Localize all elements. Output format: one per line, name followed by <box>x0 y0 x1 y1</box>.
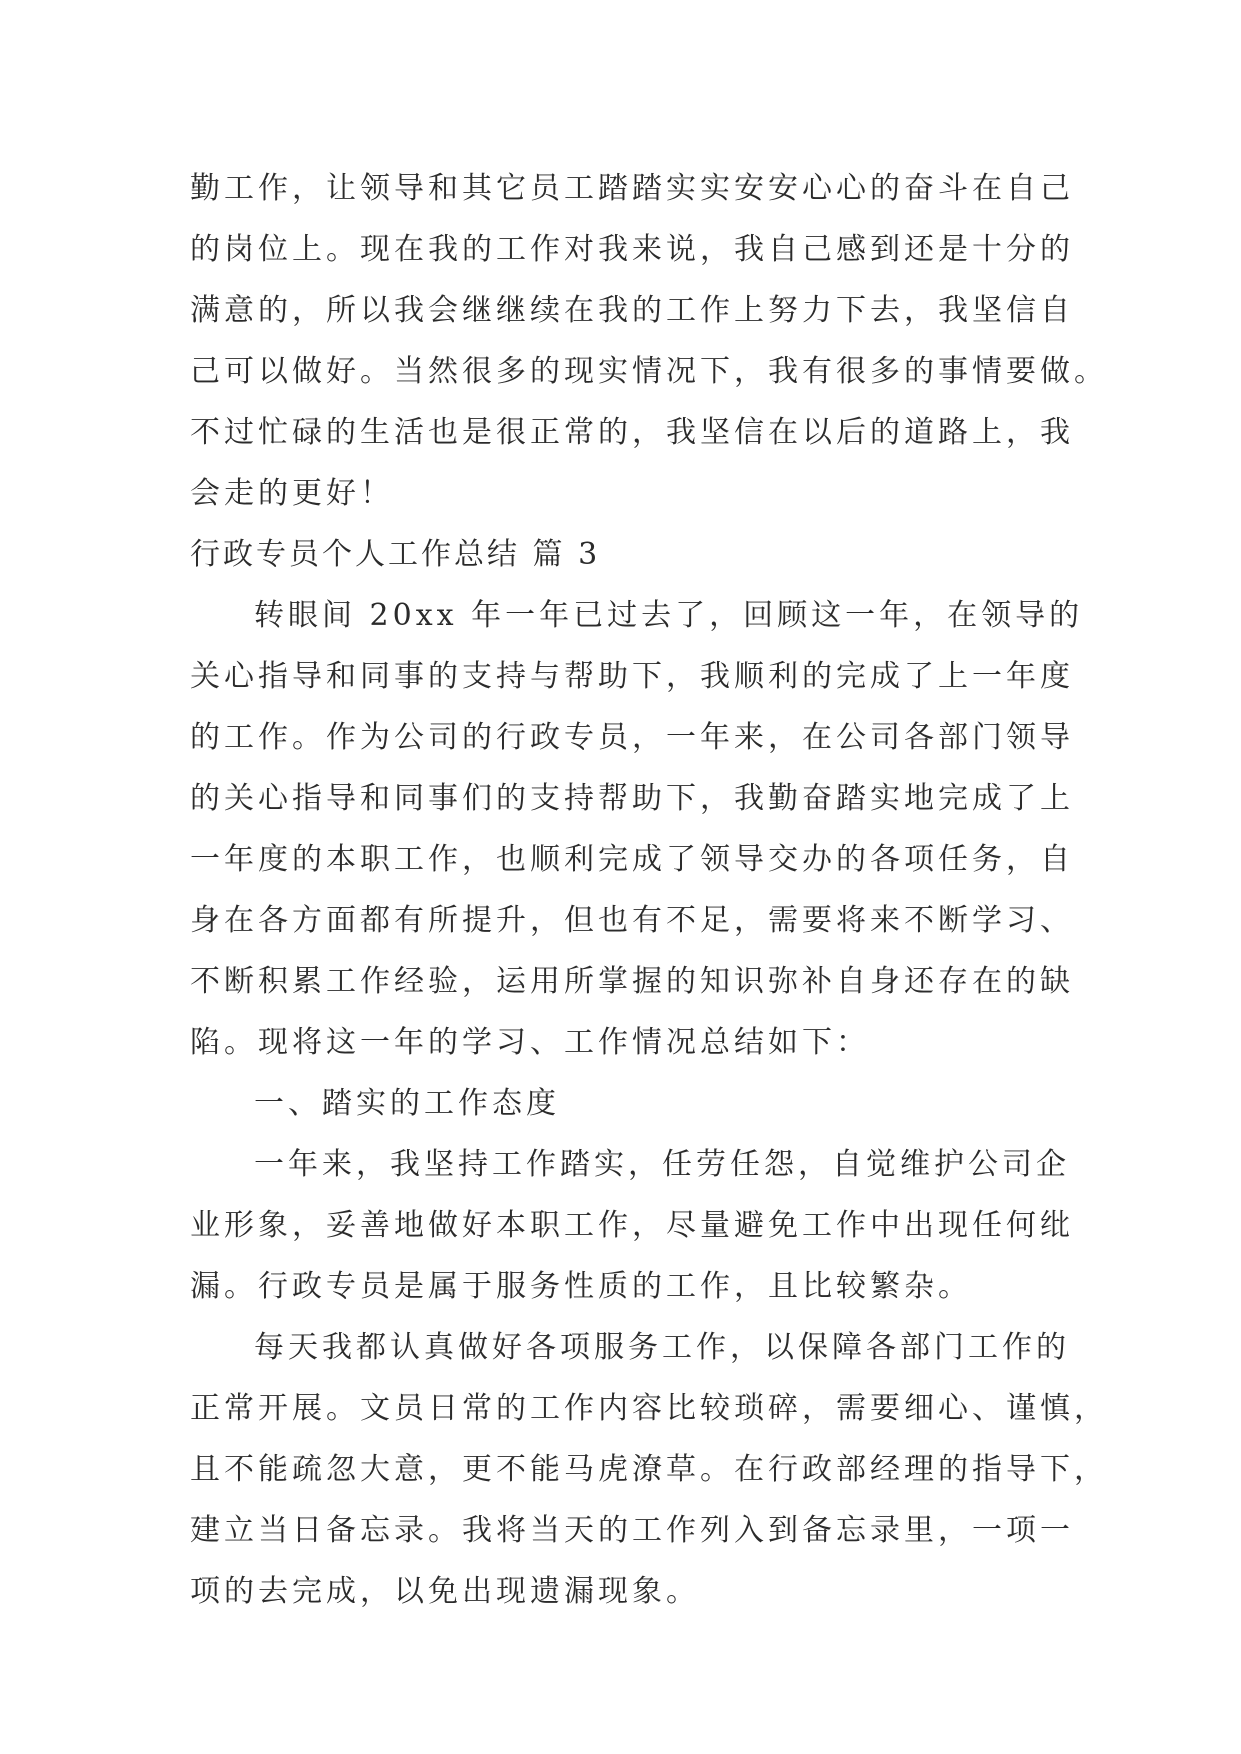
text-line: 且不能疏忽大意，更不能马虎潦草。在行政部经理的指导下， <box>190 1452 1108 1487</box>
subheading: 一、踏实的工作态度 <box>254 1086 560 1121</box>
text-line: 正常开展。文员日常的工作内容比较琐碎，需要细心、谨慎， <box>190 1391 1108 1426</box>
paragraph-first-line: 一年来，我坚持工作踏实，任劳任怨，自觉维护公司企 <box>254 1147 1070 1182</box>
paragraph-first-line: 转眼间 20xx 年一年已过去了，回顾这一年，在领导的 <box>254 598 1084 633</box>
text-line: 会走的更好！ <box>190 476 394 511</box>
text-line: 勤工作，让领导和其它员工踏踏实实安安心心的奋斗在自己 <box>190 171 1074 206</box>
text-line: 陷。现将这一年的学习、工作情况总结如下： <box>190 1025 870 1060</box>
text-line: 的岗位上。现在我的工作对我来说，我自己感到还是十分的 <box>190 232 1074 267</box>
text-line: 项的去完成，以免出现遗漏现象。 <box>190 1574 700 1609</box>
document-body <box>190 158 1108 1622</box>
text-line: 的工作。作为公司的行政专员，一年来，在公司各部门领导 <box>190 720 1074 755</box>
text-line: 的关心指导和同事们的支持帮助下，我勤奋踏实地完成了上 <box>190 781 1074 816</box>
text-line: 一年度的本职工作，也顺利完成了领导交办的各项任务，自 <box>190 842 1074 877</box>
paragraph-first-line: 每天我都认真做好各项服务工作，以保障各部门工作的 <box>254 1330 1070 1365</box>
text-line: 漏。行政专员是属于服务性质的工作，且比较繁杂。 <box>190 1269 972 1304</box>
section-heading: 行政专员个人工作总结 篇 3 <box>190 537 601 572</box>
text-line: 己可以做好。当然很多的现实情况下，我有很多的事情要做。 <box>190 354 1108 389</box>
text-line: 关心指导和同事的支持与帮助下，我顺利的完成了上一年度 <box>190 659 1074 694</box>
text-line: 不断积累工作经验，运用所掌握的知识弥补自身还存在的缺 <box>190 964 1074 999</box>
text-line: 业形象，妥善地做好本职工作，尽量避免工作中出现任何纰 <box>190 1208 1074 1243</box>
text-line: 满意的，所以我会继继续在我的工作上努力下去，我坚信自 <box>190 293 1074 328</box>
text-line: 身在各方面都有所提升，但也有不足，需要将来不断学习、 <box>190 903 1074 938</box>
text-line: 不过忙碌的生活也是很正常的，我坚信在以后的道路上，我 <box>190 415 1074 450</box>
text-line: 建立当日备忘录。我将当天的工作列入到备忘录里，一项一 <box>190 1513 1074 1548</box>
